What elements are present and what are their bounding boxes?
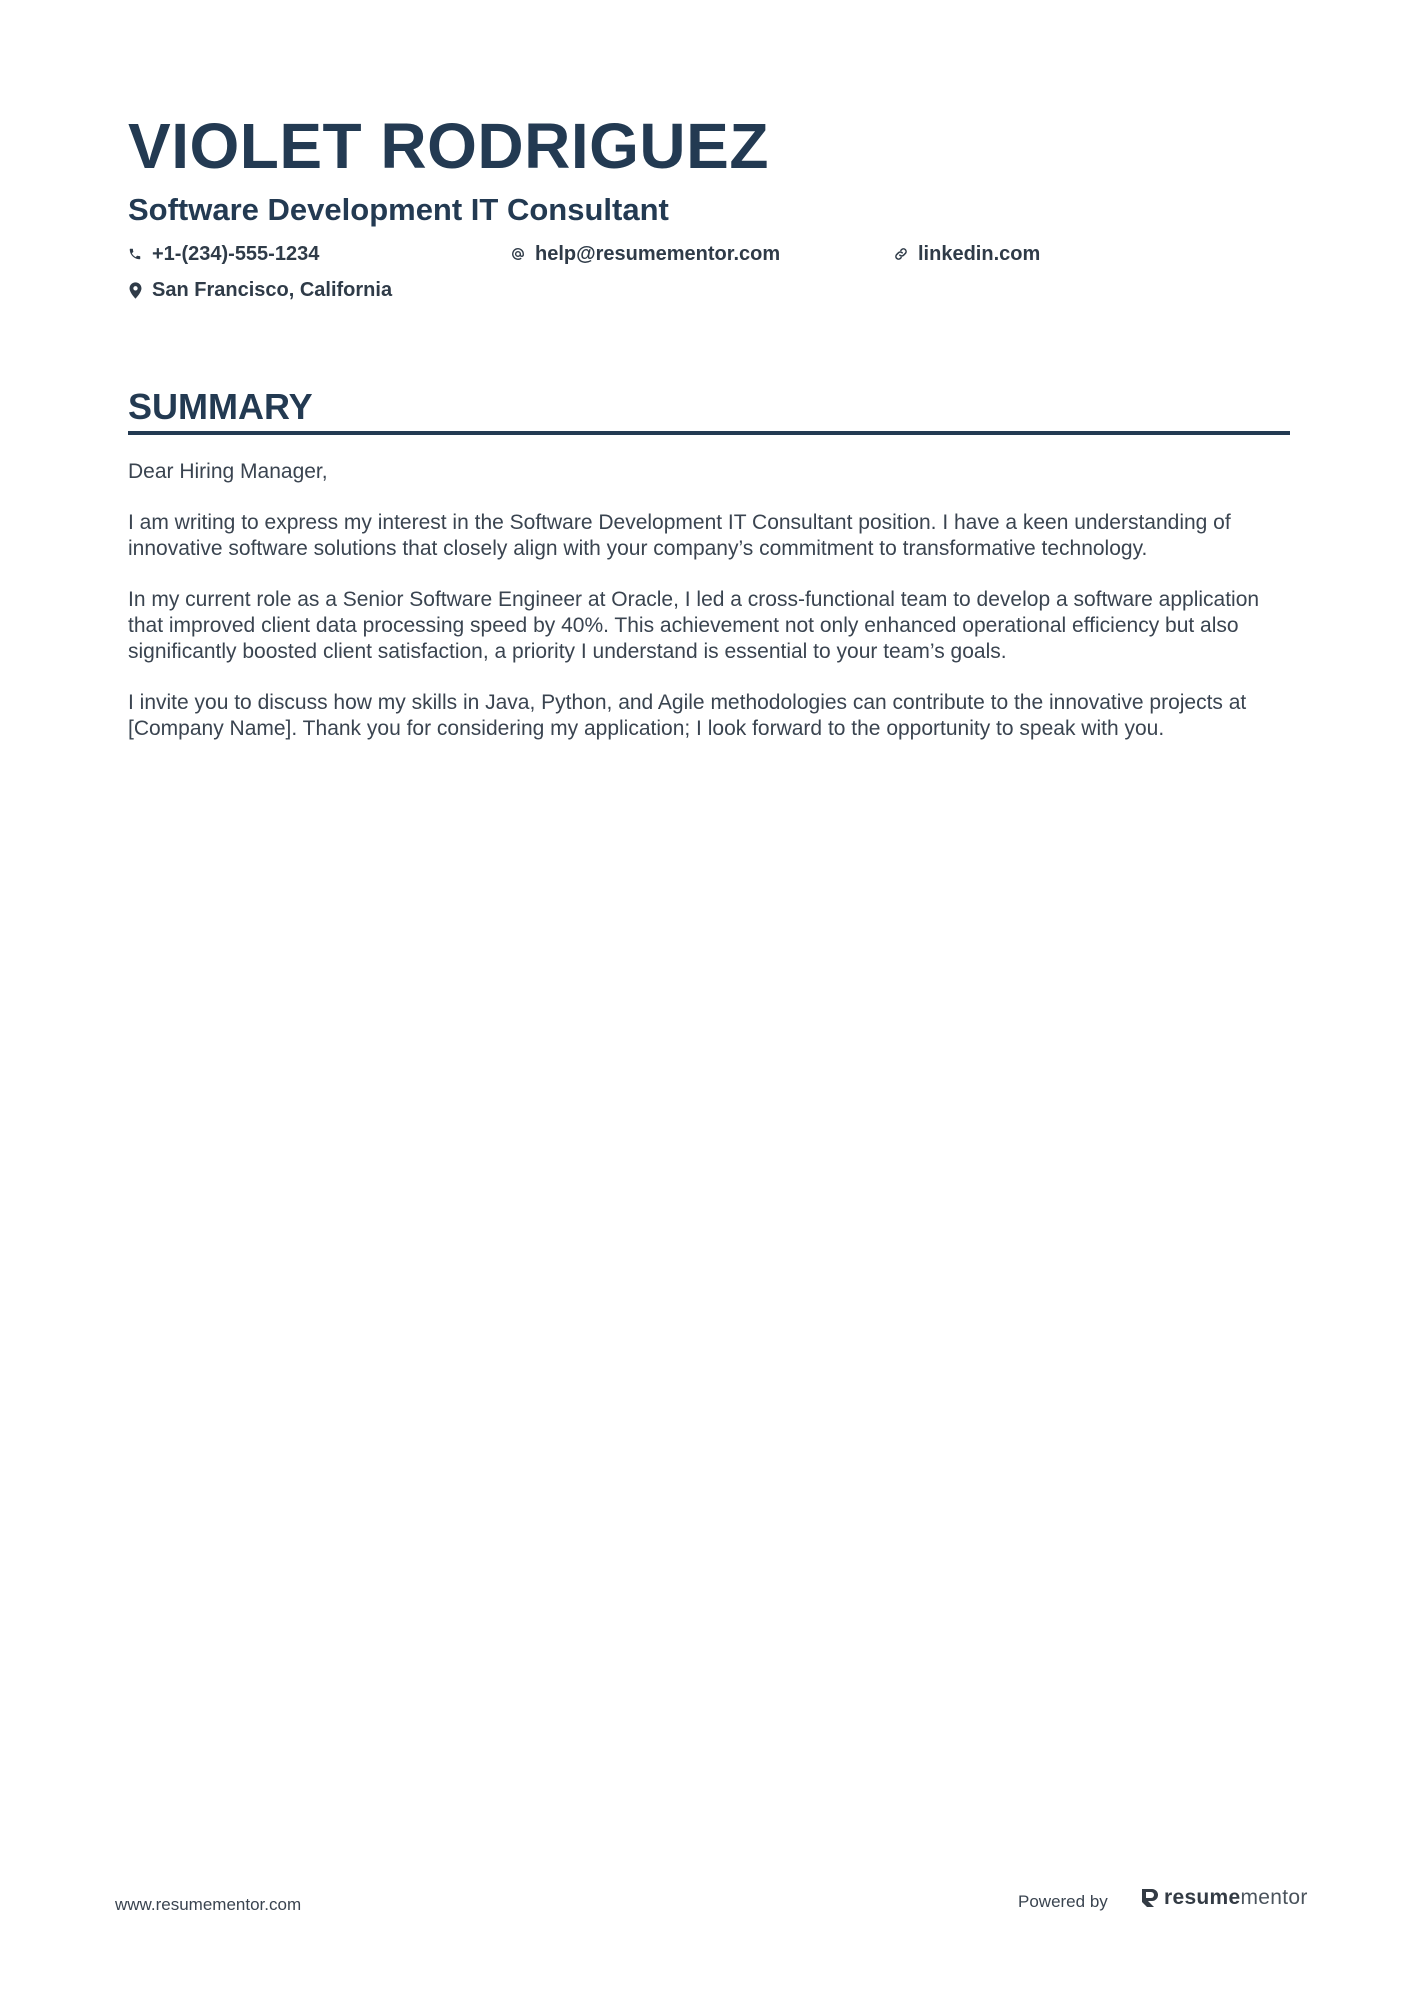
contact-email[interactable] (511, 240, 780, 268)
at-icon (511, 245, 525, 263)
candidate-name: VIOLET RODRIGUEZ (128, 110, 769, 182)
contact-location (128, 276, 392, 304)
summary-paragraph: I invite you to discuss how my skills in Java, Python, and Agile methodologies can contribute to the innovative projects at [Company Name]. Thank you for considering my application; I look forward to the opportunity to speak with you. (128, 691, 1247, 740)
brand-logo (1140, 1886, 1308, 1910)
brand-mark-icon (1140, 1887, 1160, 1909)
brand-light: mentor (1240, 1886, 1308, 1909)
summary-body (128, 459, 1290, 742)
contact-info (128, 240, 1288, 310)
email-link[interactable]: help@resumementor.com (535, 243, 781, 265)
footer-url[interactable]: www.resumementor.com (115, 1895, 302, 1914)
link-icon (894, 245, 908, 263)
summary-section (128, 385, 1290, 767)
map-pin-icon (128, 281, 142, 299)
contact-link[interactable] (894, 240, 1040, 268)
summary-paragraph: In my current role as a Senior Software Engineer at Oracle, I led a cross-functional team to develop a software application that improved client data processing speed by 40%. This achievement not only enhanced operational efficiency but also significantly boosted client satisfaction, a priority I understand is essential to your team’s goals. (128, 588, 1260, 663)
phone-text: +1-(234)-555-1234 (152, 243, 320, 265)
salutation: Dear Hiring Manager, (128, 460, 328, 483)
resume-header (128, 108, 1288, 310)
summary-paragraph: I am writing to express my interest in the Software Development IT Consultant position. I have a keen understanding of innovative software solutions that closely align with your company’s commitment to transformative technology. (128, 511, 1231, 560)
linkedin-link[interactable]: linkedin.com (918, 243, 1041, 265)
section-title: SUMMARY (128, 386, 313, 427)
powered-by-label: Powered by (1018, 1892, 1108, 1911)
location-text: San Francisco, California (152, 279, 393, 301)
brand-wordmark (1164, 1886, 1308, 1910)
contact-phone (128, 240, 319, 268)
section-divider (128, 431, 1290, 435)
phone-icon (128, 245, 142, 263)
brand-bold: resume (1164, 1886, 1241, 1909)
job-title: Software Development IT Consultant (128, 192, 669, 227)
